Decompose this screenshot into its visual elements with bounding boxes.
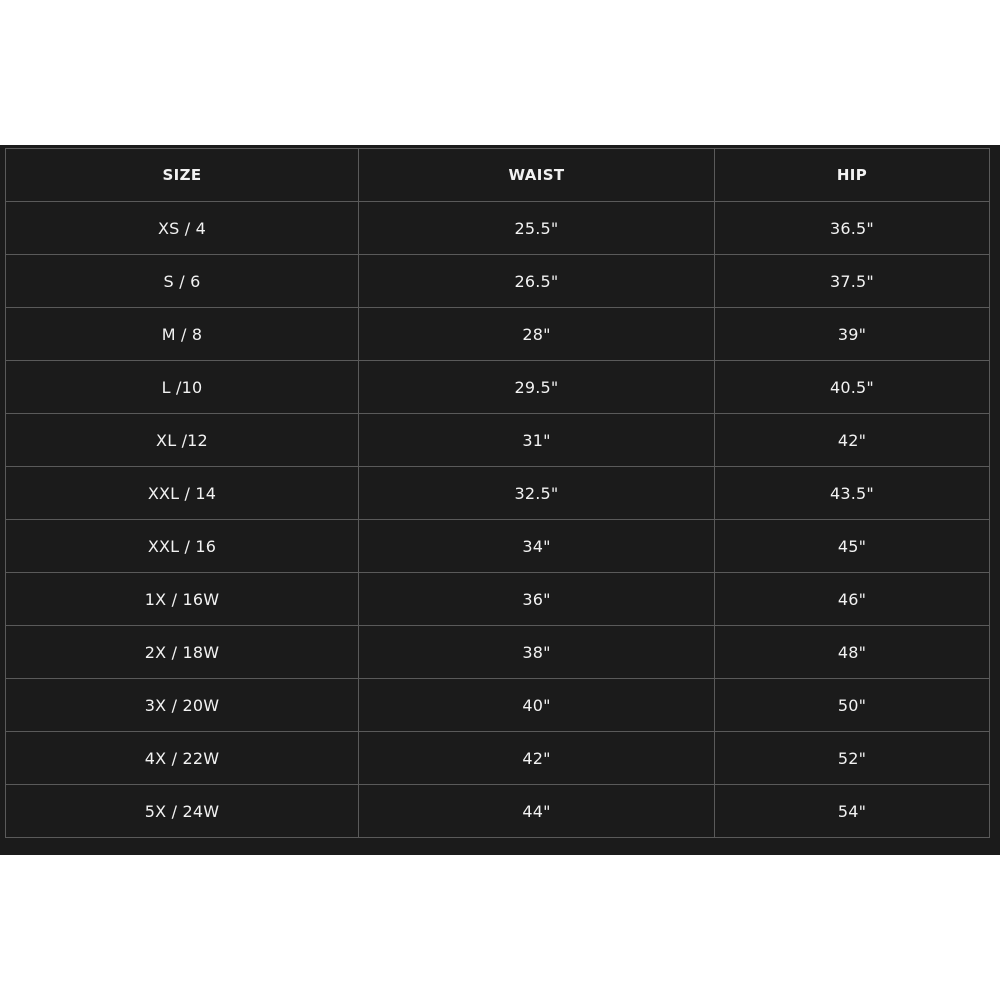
waist-cell: 34"	[359, 520, 715, 573]
size-cell: M / 8	[6, 308, 359, 361]
hip-cell: 37.5"	[715, 255, 990, 308]
table-row	[6, 467, 990, 520]
waist-cell: 28"	[359, 308, 715, 361]
table-row	[6, 361, 990, 414]
header-row	[6, 149, 990, 202]
hip-cell: 43.5"	[715, 467, 990, 520]
hip-cell: 50"	[715, 679, 990, 732]
waist-cell: 40"	[359, 679, 715, 732]
header-size: SIZE	[6, 149, 359, 202]
size-cell: XS / 4	[6, 202, 359, 255]
table-row	[6, 414, 990, 467]
size-cell: 2X / 18W	[6, 626, 359, 679]
size-cell: L /10	[6, 361, 359, 414]
waist-cell: 32.5"	[359, 467, 715, 520]
table-row	[6, 520, 990, 573]
size-cell: 1X / 16W	[6, 573, 359, 626]
table-row	[6, 308, 990, 361]
header-waist: WAIST	[359, 149, 715, 202]
size-cell: XXL / 16	[6, 520, 359, 573]
table-row	[6, 573, 990, 626]
waist-cell: 31"	[359, 414, 715, 467]
hip-cell: 45"	[715, 520, 990, 573]
waist-cell: 44"	[359, 785, 715, 838]
hip-cell: 40.5"	[715, 361, 990, 414]
waist-cell: 36"	[359, 573, 715, 626]
size-cell: 5X / 24W	[6, 785, 359, 838]
table-row	[6, 785, 990, 838]
size-chart-table	[5, 148, 990, 838]
hip-cell: 42"	[715, 414, 990, 467]
header-hip: HIP	[715, 149, 990, 202]
waist-cell: 38"	[359, 626, 715, 679]
table-row	[6, 255, 990, 308]
table-row	[6, 202, 990, 255]
hip-cell: 52"	[715, 732, 990, 785]
waist-cell: 42"	[359, 732, 715, 785]
size-cell: XXL / 14	[6, 467, 359, 520]
table-row	[6, 732, 990, 785]
waist-cell: 25.5"	[359, 202, 715, 255]
size-cell: 3X / 20W	[6, 679, 359, 732]
size-cell: S / 6	[6, 255, 359, 308]
waist-cell: 29.5"	[359, 361, 715, 414]
size-chart-panel	[0, 145, 1000, 855]
hip-cell: 46"	[715, 573, 990, 626]
size-cell: 4X / 22W	[6, 732, 359, 785]
hip-cell: 48"	[715, 626, 990, 679]
table-row	[6, 679, 990, 732]
hip-cell: 39"	[715, 308, 990, 361]
size-cell: XL /12	[6, 414, 359, 467]
hip-cell: 36.5"	[715, 202, 990, 255]
hip-cell: 54"	[715, 785, 990, 838]
waist-cell: 26.5"	[359, 255, 715, 308]
table-row	[6, 626, 990, 679]
